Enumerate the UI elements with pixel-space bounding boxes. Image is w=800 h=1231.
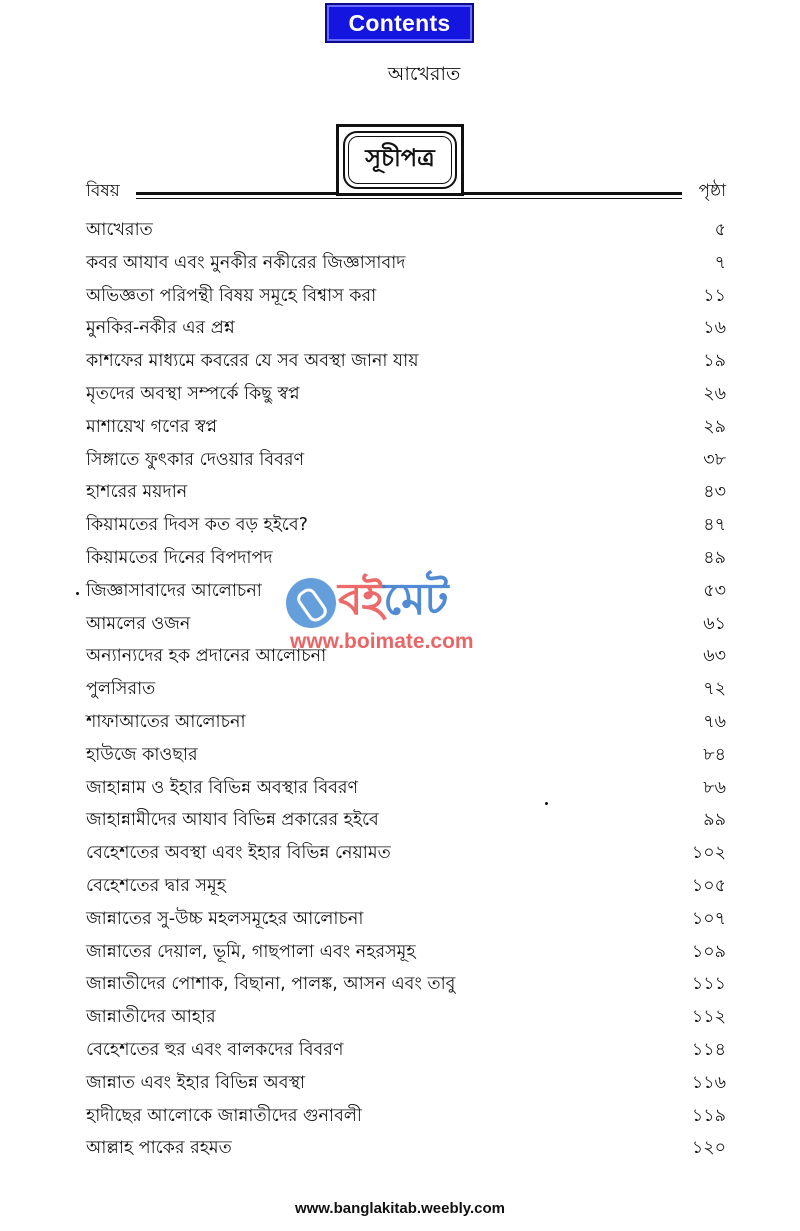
toc-entry-page: ১১৯: [691, 1105, 726, 1126]
toc-entry-title: জান্নাতের দেয়াল, ভূমি, গাছপালা এবং নহরসমূহ: [86, 941, 416, 962]
toc-entry-title: মুনকির-নকীর এর প্রশ্ন: [86, 318, 235, 339]
toc-entry[interactable]: [86, 970, 726, 1003]
toc-entry-page: ৬৩: [703, 646, 726, 667]
toc-entry-title: আল্লাহ পাকের রহমত: [86, 1138, 232, 1159]
toc-entry[interactable]: [86, 1036, 726, 1069]
toc-entry-page: ১১১: [691, 974, 726, 995]
toc-entry-title: মাশায়েখ গণের স্বপ্ন: [86, 416, 218, 437]
subject-column-label: বিষয়: [86, 181, 120, 201]
toc-entry[interactable]: [86, 806, 726, 839]
toc-list: [86, 216, 726, 1167]
watermark-brand-part1: বই: [338, 574, 384, 625]
toc-entry-title: জাহান্নাম ও ইহার বিভিন্ন অবস্থার বিবরণ: [86, 777, 359, 798]
toc-entry-page: ১০২: [691, 843, 726, 864]
toc-entry-title: হাশরের ময়দান: [86, 482, 188, 503]
toc-entry-page: ৪৭: [703, 515, 726, 536]
toc-entry[interactable]: [86, 1069, 726, 1102]
toc-entry-title: পুলসিরাত: [86, 679, 156, 700]
watermark-url: www.boimate.com: [290, 630, 474, 653]
toc-entry[interactable]: [86, 577, 726, 610]
toc-entry-page: ১৯: [703, 351, 726, 372]
toc-entry[interactable]: [86, 380, 726, 413]
toc-entry[interactable]: [86, 774, 726, 807]
toc-entry-page: ৭: [714, 252, 726, 273]
toc-entry-page: ৪৩: [703, 482, 726, 503]
toc-entry-title: বেহেশতের হুর এবং বালকদের বিবরণ: [86, 1039, 344, 1060]
toc-entry-title: জান্নাতের সু-উচ্চ মহলসমূহের আলোচনা: [86, 908, 364, 929]
toc-entry-title: জান্নাত এবং ইহার বিভিন্ন অবস্থা: [86, 1072, 306, 1093]
footer-url: www.banglakitab.weebly.com: [294, 1200, 506, 1217]
toc-entry[interactable]: [86, 347, 726, 380]
toc-entry[interactable]: [86, 938, 726, 971]
contents-badge-label: Contents: [348, 9, 451, 36]
toc-entry-page: ২৯: [703, 416, 726, 437]
toc-entry-page: ৬১: [703, 613, 726, 634]
toc-entry-title: অন্যান্যদের হক প্রদানের আলোচনা: [86, 646, 327, 667]
toc-entry-page: ৫৩: [703, 580, 726, 601]
toc-entry-page: ১০৯: [691, 941, 726, 962]
watermark-brand-part2: মেট: [383, 574, 448, 625]
toc-entry-page: ৮৬: [703, 777, 726, 798]
toc-entry-title: শাফাআতের আলোচনা: [86, 711, 246, 732]
running-head: আখেরাত: [387, 63, 461, 85]
toc-entry-title: মৃতদের অবস্থা সম্পর্কে কিছু স্বপ্ন: [86, 383, 300, 404]
toc-entry-title: আমলের ওজন: [86, 613, 191, 634]
toc-entry[interactable]: [86, 478, 726, 511]
toc-entry-title: কবর আযাব এবং মুনকীর নকীরের জিজ্ঞাসাবাদ: [86, 252, 406, 273]
toc-entry-page: ১০৫: [691, 875, 726, 896]
toc-entry-page: ১৬: [703, 318, 726, 339]
toc-entry-title: হাউজে কাওছার: [86, 744, 198, 765]
toc-entry-title: সিঙ্গাতে ফুৎকার দেওয়ার বিবরণ: [86, 449, 305, 470]
toc-entry[interactable]: [86, 642, 726, 675]
scan-speck: [76, 592, 79, 595]
scan-speck: [545, 802, 548, 805]
toc-entry-title: বেহেশতের অবস্থা এবং ইহার বিভিন্ন নেয়ামত: [86, 843, 391, 864]
toc-entry-title: জাহান্নামীদের আযাব বিভিন্ন প্রকারের হইবে: [86, 810, 379, 831]
toc-entry-title: জান্নাতীদের পোশাক, বিছানা, পালঙ্ক, আসন এবং তাবু: [86, 974, 456, 995]
toc-entry-page: ১২০: [691, 1138, 726, 1159]
page-column-label: পৃষ্ঠা: [698, 181, 726, 201]
toc-entry-page: ১১৪: [691, 1039, 726, 1060]
toc-entry-page: ৮৪: [703, 744, 726, 765]
contents-badge: [325, 3, 474, 43]
toc-entry[interactable]: [86, 1003, 726, 1036]
toc-entry-page: ১০৭: [691, 908, 726, 929]
toc-entry[interactable]: [86, 610, 726, 643]
toc-entry-title: হাদীছের আলোকে জান্নাতীদের গুনাবলী: [86, 1105, 362, 1126]
toc-entry-page: ৯৯: [703, 810, 726, 831]
toc-entry[interactable]: [86, 905, 726, 938]
toc-entry[interactable]: [86, 1102, 726, 1135]
toc-title-frame: [336, 124, 464, 196]
toc-entry[interactable]: [86, 839, 726, 872]
toc-entry-title: কিয়ামতের দিনের বিপদাপদ: [86, 547, 273, 568]
toc-entry[interactable]: [86, 216, 726, 249]
toc-entry-title: আখেরাত: [86, 220, 153, 240]
toc-entry[interactable]: [86, 511, 726, 544]
toc-entry[interactable]: [86, 708, 726, 741]
toc-entry[interactable]: [86, 872, 726, 905]
toc-entry-page: ১১: [703, 285, 726, 306]
toc-entry[interactable]: [86, 413, 726, 446]
toc-entry[interactable]: [86, 314, 726, 347]
toc-entry-title: বেহেশতের দ্বার সমূহ: [86, 875, 226, 896]
toc-entry[interactable]: [86, 675, 726, 708]
toc-entry[interactable]: [86, 544, 726, 577]
toc-entry-page: ৭২: [703, 679, 726, 700]
toc-entry-page: ৪৯: [703, 547, 726, 568]
toc-entry-page: ৫: [714, 220, 726, 240]
toc-entry-title: জিজ্ঞাসাবাদের আলোচনা: [86, 580, 262, 601]
toc-entry-title: কিয়ামতের দিবস কত বড় হইবে?: [86, 515, 308, 536]
toc-entry[interactable]: [86, 1134, 726, 1167]
toc-entry-page: ৩৮: [703, 449, 726, 470]
toc-entry[interactable]: [86, 249, 726, 282]
toc-entry[interactable]: [86, 282, 726, 315]
toc-title: সূচীপত্র: [365, 144, 435, 172]
toc-entry[interactable]: [86, 741, 726, 774]
toc-entry[interactable]: [86, 446, 726, 479]
toc-entry-title: জান্নাতীদের আহার: [86, 1007, 216, 1028]
toc-entry-page: ৭৬: [703, 711, 726, 732]
toc-entry-title: অভিজ্ঞতা পরিপন্থী বিষয় সমূহে বিশ্বাস করা: [86, 285, 377, 306]
toc-entry-page: ১১২: [691, 1007, 726, 1028]
toc-entry-page: ১১৬: [691, 1072, 726, 1093]
toc-entry-title: কাশফের মাধ্যমে কবরের যে সব অবস্থা জানা যায়: [86, 351, 419, 372]
toc-entry-page: ২৬: [703, 383, 726, 404]
